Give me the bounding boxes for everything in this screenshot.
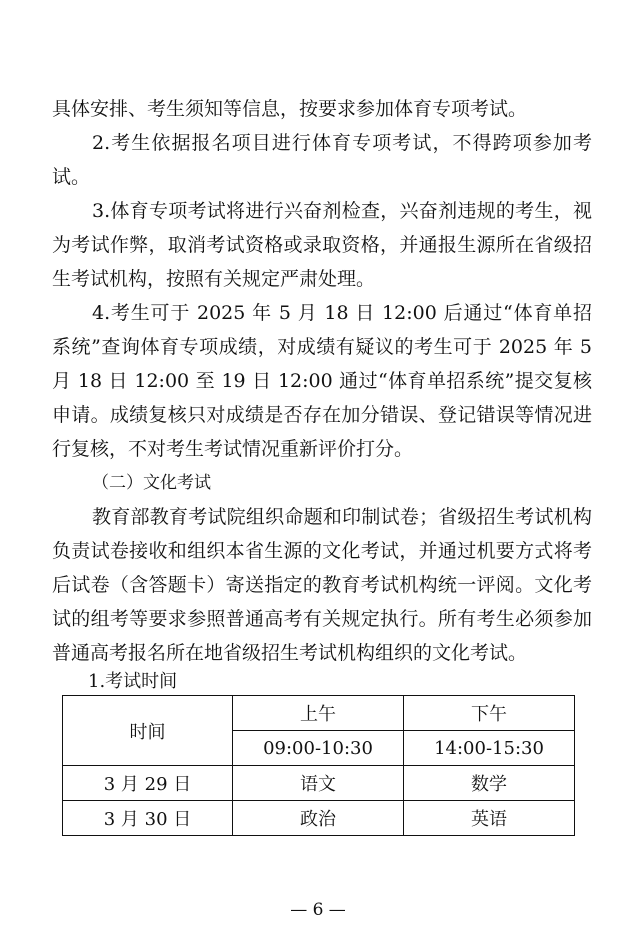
paragraph-item-3: 3.体育专项考试将进行兴奋剂检查，兴奋剂违规的考生，视为考试作弊，取消考试资格或录取资格，并通报生源所在省级招生考试机构，按照有关规定严肃处理。 bbox=[52, 200, 592, 290]
row-morning-subject: 语文 bbox=[233, 766, 404, 801]
header-morning-time: 09:00-10:30 bbox=[233, 731, 404, 766]
row-afternoon-subject: 英语 bbox=[404, 801, 575, 836]
exam-schedule-table bbox=[62, 695, 575, 836]
paragraph-item-4: 4.考生可于 2025 年 5 月 18 日 12:00 后通过“体育单招系统”查询体育专项成绩，对成绩有疑议的考生可于 2025 年 5 月 18 日 12:00 至 19 日 12:00 通过“体育单招系统”提交复核申请。成绩复核只对成绩是否存在加分错误、登记错误等情况进行复核，不对考生考试情况重新评价打分。 bbox=[52, 302, 592, 460]
page-number: — 6 — bbox=[290, 900, 346, 920]
table-row bbox=[63, 766, 575, 801]
paragraph-continuation: 具体安排、考生须知等信息，按要求参加体育专项考试。 bbox=[52, 98, 528, 120]
header-afternoon: 下午 bbox=[404, 696, 575, 731]
table-header-row bbox=[63, 696, 575, 731]
table-row bbox=[63, 801, 575, 836]
row-date: 3 月 30 日 bbox=[63, 801, 233, 836]
header-morning: 上午 bbox=[233, 696, 404, 731]
section-heading-culture-exam: （二）文化考试 bbox=[92, 473, 211, 493]
subheading-exam-time: 1.考试时间 bbox=[88, 671, 178, 692]
header-time: 时间 bbox=[63, 696, 233, 766]
paragraph-culture-exam: 教育部教育考试院组织命题和印制试卷；省级招生考试机构负责试卷接收和组织本省生源的文化考试，并通过机要方式将考后试卷（含答题卡）寄送指定的教育考试机构统一评阅。文化考试的组考等要求参照普通高考有关规定执行。所有考生必须参加普通高考报名所在地省级招生考试机构组织的文化考试。 bbox=[52, 506, 592, 664]
row-date: 3 月 29 日 bbox=[63, 766, 233, 801]
row-afternoon-subject: 数学 bbox=[404, 766, 575, 801]
row-morning-subject: 政治 bbox=[233, 801, 404, 836]
header-afternoon-time: 14:00-15:30 bbox=[404, 731, 575, 766]
paragraph-item-2: 2.考生依据报名项目进行体育专项考试，不得跨项参加考试。 bbox=[52, 132, 592, 188]
